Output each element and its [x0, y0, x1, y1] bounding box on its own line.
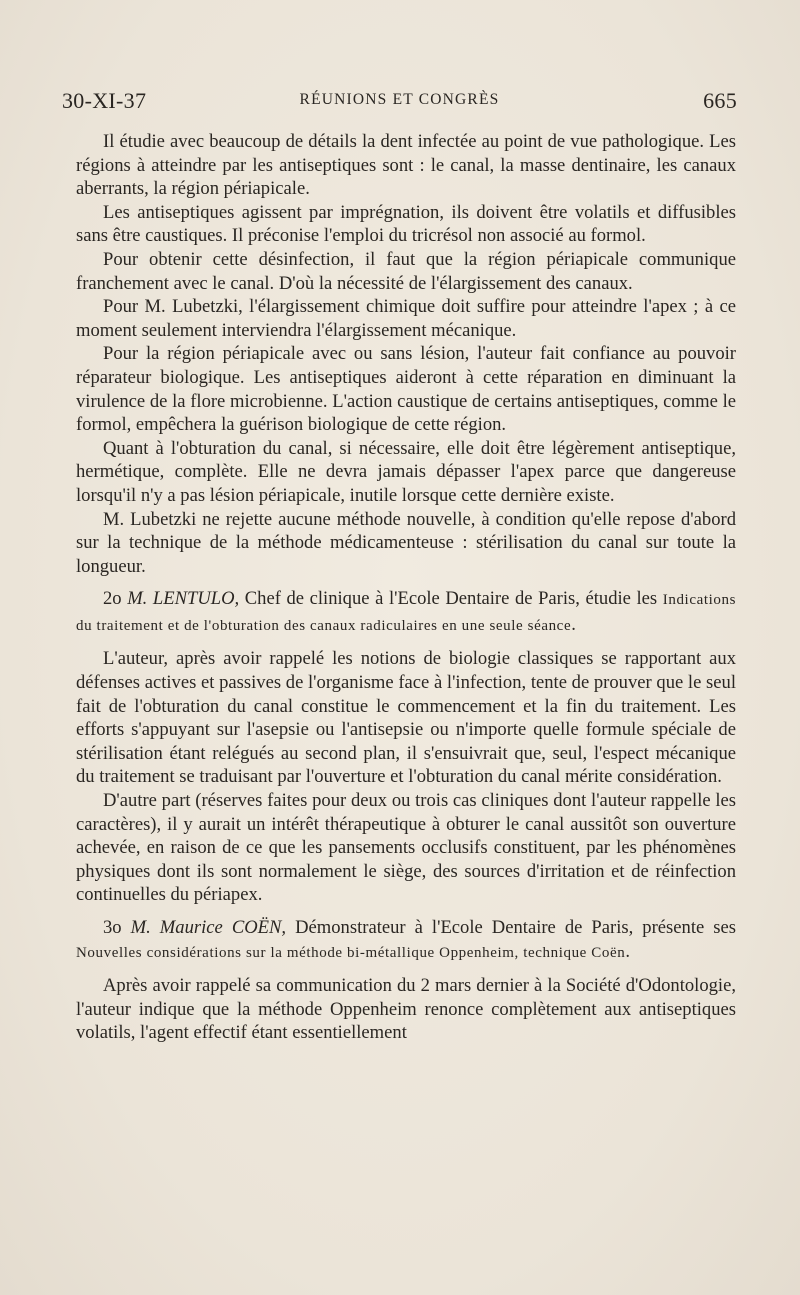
- running-header: [62, 88, 737, 116]
- header-date: 30-XI-37: [62, 88, 147, 113]
- paragraph: M. Lubetzki ne rejette aucune méthode nouvelle, à condition qu'elle repose d'abord sur la technique de la méthode médicamenteuse : stérilisation du canal sur toute la longueur.: [76, 508, 736, 577]
- paragraph: Les antiseptiques agissent par imprégnation, ils doivent être volatils et diffusibles sans être caustiques. Il préconise l'emploi du tricrésol non associé au formol.: [76, 201, 736, 247]
- speaker-name: M. LENTULO,: [127, 588, 240, 610]
- body-text: [76, 130, 736, 1045]
- heading-end: .: [571, 613, 576, 635]
- paragraph: Quant à l'obturation du canal, si nécessaire, elle doit être légèrement antiseptique, hermétique, complète. Elle ne devra jamais dépasser l'apex parce que dangereuse lorsqu'il n'y a pas lésion périapicale, inutile lorsque cette dernière existe.: [76, 437, 736, 506]
- paragraph: L'auteur, après avoir rappelé les notions de biologie classiques se rapportant aux défenses actives et passives de l'organisme face à l'infection, tente de prouver que le seul fait de l'obturation du canal constitue le commencement et la fin du traitement. Les efforts s'appuyant sur l'asepsie ou l'antisepsie ou n'importe quelle formule spéciale de stérilisation étant relégués au second plan, il s'ensuivrait que, seul, l'espect mécanique du traitement se traduisant par l'ouverture et l'obturation du canal mérite considération.: [76, 648, 736, 788]
- heading-end: .: [625, 940, 631, 962]
- header-section-title: RÉUNIONS ET CONGRÈS: [299, 91, 500, 108]
- item-number: 3o: [103, 917, 122, 938]
- item-2-heading: [76, 587, 736, 638]
- item-3-heading: [76, 916, 736, 965]
- speaker-affiliation: Chef de clinique à l'Ecole Dentaire de Paris, étudie les: [239, 588, 663, 610]
- paragraph: Pour M. Lubetzki, l'élargissement chimique doit suffire pour atteindre l'apex ; à ce moment seulement interviendra l'élargissement mécanique.: [76, 296, 736, 341]
- page-number: 665: [703, 88, 737, 113]
- speaker-affiliation: Démonstrateur à l'Ecole Dentaire de Paris, présente ses: [286, 917, 736, 938]
- paragraph: Pour la région périapicale avec ou sans lésion, l'auteur fait confiance au pouvoir réparateur biologique. Les antiseptiques aideront à cette réparation en diminuant la virulence de la flore microbienne. L'action caustique de certains antiseptiques, comme le formol, empêchera la guérison biologique de cette région.: [76, 343, 736, 436]
- talk-title: Indications du traitement et de l'obturation des canaux radiculaires en une seule séance: [76, 592, 737, 634]
- paragraph: Il étudie avec beaucoup de détails la dent infectée au point de vue pathologique. Les régions à atteindre par les antiseptiques sont : le canal, la masse dentinaire, les canaux aberrants, la région périapicale.: [76, 131, 736, 200]
- item-number: 2o: [103, 588, 122, 610]
- paragraph: D'autre part (réserves faites pour deux ou trois cas cliniques dont l'auteur rappelle les caractères), il y aurait un intérêt thérapeutique à obturer le canal aussitôt son ouverture achevée, en raison de ce que les pansements occlusifs constituent, par les phénomènes physiques dont ils sont normalement le siège, des sources d'irritation et de réinfection continuelles du périapex.: [76, 790, 736, 906]
- talk-title: Nouvelles considérations sur la méthode bi-métallique Oppenheim, technique Coën: [76, 944, 626, 961]
- paragraph: Après avoir rappelé sa communication du 2 mars dernier à la Société d'Odontologie, l'auteur indique que la méthode Oppenheim renonce complètement aux antiseptiques volatils, l'agent effectif étant essentiellement: [76, 975, 736, 1044]
- paragraph: Pour obtenir cette désinfection, il faut que la région périapicale communique franchement avec le canal. D'où la nécessité de l'élargissement des canaux.: [76, 248, 736, 294]
- speaker-name: M. Maurice COËN,: [130, 917, 287, 938]
